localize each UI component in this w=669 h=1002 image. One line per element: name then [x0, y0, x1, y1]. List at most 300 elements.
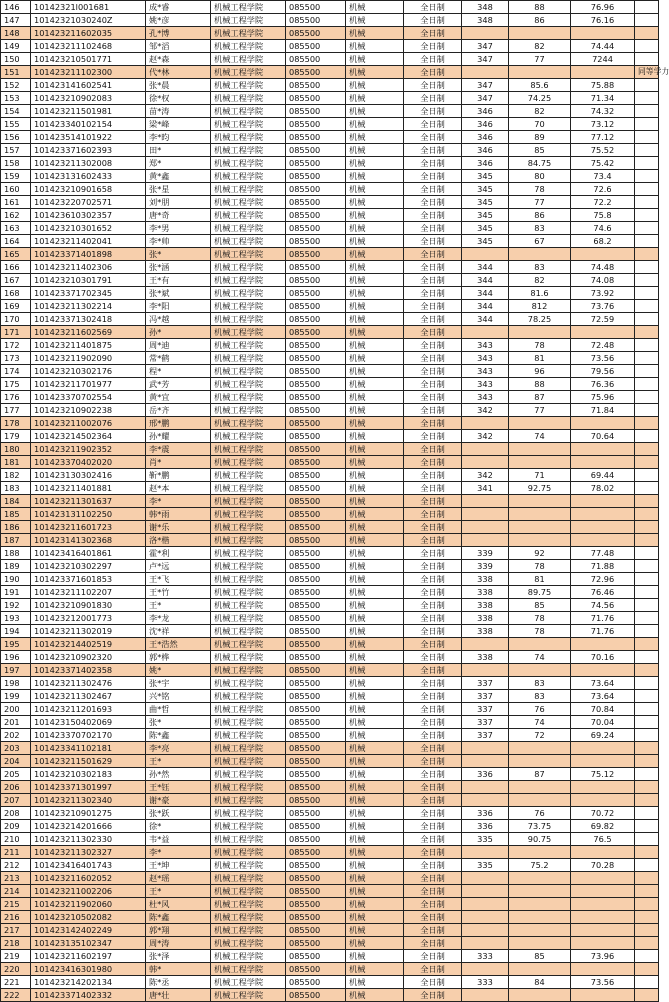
student-name-cell: 孙*然 [146, 768, 211, 781]
college-cell: 机械工程学院 [211, 326, 286, 339]
student-name-cell: 邹*滔 [146, 40, 211, 53]
table-row [1, 963, 659, 976]
exam-id-cell: 101423211302476 [31, 677, 146, 690]
row-number-cell: 159 [1, 170, 31, 183]
table-row [1, 430, 659, 443]
exam-id-cell: 101423211302340 [31, 794, 146, 807]
major-code-cell: 085500 [286, 157, 346, 170]
retest-score-cell [509, 963, 571, 976]
major-code-cell: 085500 [286, 118, 346, 131]
row-number-cell: 151 [1, 66, 31, 79]
row-number-cell: 176 [1, 391, 31, 404]
student-name-cell: 曲*哲 [146, 703, 211, 716]
row-number-cell: 146 [1, 1, 31, 14]
study-mode-cell: 全日制 [404, 924, 462, 937]
retest-score-cell: 81 [509, 352, 571, 365]
retest-score-cell: 78 [509, 183, 571, 196]
exam-id-cell: 101423210902083 [31, 92, 146, 105]
major-code-cell: 085500 [286, 833, 346, 846]
total-score-cell [571, 989, 635, 1002]
major-code-cell: 085500 [286, 508, 346, 521]
college-cell: 机械工程学院 [211, 196, 286, 209]
table-row [1, 833, 659, 846]
table-row [1, 27, 659, 40]
exam-id-cell: 101423211302467 [31, 690, 146, 703]
student-name-cell: 张* [146, 716, 211, 729]
exam-id-cell: 101423141602541 [31, 79, 146, 92]
major-cell: 机械 [346, 53, 404, 66]
major-cell: 机械 [346, 599, 404, 612]
student-name-cell: 唐*奇 [146, 209, 211, 222]
total-score-cell: 73.76 [571, 300, 635, 313]
student-name-cell: 沈*祥 [146, 625, 211, 638]
total-score-cell: 72.6 [571, 183, 635, 196]
study-mode-cell: 全日制 [404, 547, 462, 560]
study-mode-cell: 全日制 [404, 664, 462, 677]
student-name-cell: 刘*朋 [146, 196, 211, 209]
initial-score-cell: 347 [462, 40, 509, 53]
retest-score-cell: 83 [509, 677, 571, 690]
student-name-cell: 陈*鑫 [146, 911, 211, 924]
initial-score-cell: 333 [462, 950, 509, 963]
major-cell: 机械 [346, 807, 404, 820]
total-score-cell: 75.42 [571, 157, 635, 170]
college-cell: 机械工程学院 [211, 651, 286, 664]
major-cell: 机械 [346, 547, 404, 560]
study-mode-cell: 全日制 [404, 326, 462, 339]
initial-score-cell: 341 [462, 482, 509, 495]
retest-score-cell [509, 638, 571, 651]
table-row [1, 482, 659, 495]
study-mode-cell: 全日制 [404, 79, 462, 92]
college-cell: 机械工程学院 [211, 638, 286, 651]
remark-cell [635, 352, 659, 365]
total-score-cell: 74.48 [571, 261, 635, 274]
study-mode-cell: 全日制 [404, 170, 462, 183]
study-mode-cell: 全日制 [404, 560, 462, 573]
remark-cell [635, 14, 659, 27]
total-score-cell: 73.56 [571, 976, 635, 989]
table-row [1, 222, 659, 235]
table-row [1, 768, 659, 781]
initial-score-cell [462, 911, 509, 924]
exam-id-cell: 101423211102468 [31, 40, 146, 53]
initial-score-cell [462, 846, 509, 859]
retest-score-cell [509, 755, 571, 768]
table-row [1, 469, 659, 482]
remark-cell [635, 963, 659, 976]
remark-cell [635, 235, 659, 248]
student-name-cell: 李*震 [146, 443, 211, 456]
college-cell: 机械工程学院 [211, 794, 286, 807]
initial-score-cell: 343 [462, 339, 509, 352]
retest-score-cell: 84 [509, 976, 571, 989]
table-row [1, 781, 659, 794]
major-code-cell: 085500 [286, 27, 346, 40]
initial-score-cell [462, 872, 509, 885]
study-mode-cell: 全日制 [404, 92, 462, 105]
remark-cell [635, 495, 659, 508]
table-row [1, 612, 659, 625]
exam-id-cell: 101423211401875 [31, 339, 146, 352]
student-name-cell: 李* [146, 846, 211, 859]
major-code-cell: 085500 [286, 14, 346, 27]
retest-score-cell: 78 [509, 339, 571, 352]
table-row [1, 313, 659, 326]
remark-cell [635, 222, 659, 235]
retest-score-cell: 78 [509, 625, 571, 638]
study-mode-cell: 全日制 [404, 144, 462, 157]
remark-cell [635, 92, 659, 105]
table-row [1, 989, 659, 1002]
college-cell: 机械工程学院 [211, 703, 286, 716]
college-cell: 机械工程学院 [211, 625, 286, 638]
student-name-cell: 孙*耀 [146, 430, 211, 443]
study-mode-cell: 全日制 [404, 586, 462, 599]
table-row [1, 131, 659, 144]
initial-score-cell: 342 [462, 430, 509, 443]
row-number-cell: 215 [1, 898, 31, 911]
retest-score-cell: 90.75 [509, 833, 571, 846]
initial-score-cell: 344 [462, 274, 509, 287]
initial-score-cell: 336 [462, 807, 509, 820]
initial-score-cell: 338 [462, 625, 509, 638]
major-cell: 机械 [346, 209, 404, 222]
total-score-cell: 73.64 [571, 690, 635, 703]
total-score-cell: 70.16 [571, 651, 635, 664]
remark-cell [635, 521, 659, 534]
student-name-cell: 张*星 [146, 183, 211, 196]
initial-score-cell [462, 898, 509, 911]
study-mode-cell: 全日制 [404, 742, 462, 755]
initial-score-cell: 347 [462, 92, 509, 105]
major-code-cell: 085500 [286, 105, 346, 118]
row-number-cell: 212 [1, 859, 31, 872]
college-cell: 机械工程学院 [211, 560, 286, 573]
major-code-cell: 085500 [286, 781, 346, 794]
study-mode-cell: 全日制 [404, 599, 462, 612]
retest-score-cell: 78 [509, 612, 571, 625]
major-code-cell: 085500 [286, 378, 346, 391]
row-number-cell: 193 [1, 612, 31, 625]
major-cell: 机械 [346, 79, 404, 92]
table-row [1, 690, 659, 703]
table-row [1, 924, 659, 937]
exam-id-cell: 101423211302327 [31, 846, 146, 859]
exam-id-cell: 101423371601853 [31, 573, 146, 586]
major-code-cell: 085500 [286, 287, 346, 300]
retest-score-cell [509, 443, 571, 456]
retest-score-cell: 85.6 [509, 79, 571, 92]
remark-cell [635, 924, 659, 937]
retest-score-cell: 74 [509, 430, 571, 443]
initial-score-cell [462, 534, 509, 547]
initial-score-cell: 343 [462, 391, 509, 404]
row-number-cell: 197 [1, 664, 31, 677]
row-number-cell: 163 [1, 222, 31, 235]
total-score-cell: 76.5 [571, 833, 635, 846]
student-name-cell: 郭*桦 [146, 651, 211, 664]
table-row [1, 664, 659, 677]
row-number-cell: 188 [1, 547, 31, 560]
initial-score-cell [462, 937, 509, 950]
initial-score-cell: 335 [462, 833, 509, 846]
remark-cell [635, 690, 659, 703]
study-mode-cell: 全日制 [404, 729, 462, 742]
total-score-cell: 73.56 [571, 352, 635, 365]
exam-id-cell: 101423141302368 [31, 534, 146, 547]
retest-score-cell [509, 248, 571, 261]
college-cell: 机械工程学院 [211, 833, 286, 846]
table-row [1, 859, 659, 872]
remark-cell [635, 404, 659, 417]
retest-score-cell: 87 [509, 391, 571, 404]
total-score-cell: 70.84 [571, 703, 635, 716]
study-mode-cell: 全日制 [404, 300, 462, 313]
total-score-cell [571, 66, 635, 79]
student-name-cell: 冯*越 [146, 313, 211, 326]
major-cell: 机械 [346, 703, 404, 716]
student-name-cell: 唐*壮 [146, 989, 211, 1002]
remark-cell [635, 768, 659, 781]
exam-id-cell: 101423210301791 [31, 274, 146, 287]
total-score-cell [571, 638, 635, 651]
row-number-cell: 158 [1, 157, 31, 170]
initial-score-cell: 345 [462, 170, 509, 183]
college-cell: 机械工程学院 [211, 534, 286, 547]
row-number-cell: 199 [1, 690, 31, 703]
major-cell: 机械 [346, 768, 404, 781]
table-row [1, 716, 659, 729]
remark-cell [635, 755, 659, 768]
retest-score-cell [509, 989, 571, 1002]
total-score-cell: 71.34 [571, 92, 635, 105]
initial-score-cell [462, 508, 509, 521]
college-cell: 机械工程学院 [211, 14, 286, 27]
initial-score-cell: 343 [462, 378, 509, 391]
major-cell: 机械 [346, 469, 404, 482]
initial-score-cell [462, 885, 509, 898]
study-mode-cell: 全日制 [404, 872, 462, 885]
student-name-cell: 洛*楷 [146, 534, 211, 547]
total-score-cell: 75.52 [571, 144, 635, 157]
retest-score-cell: 92 [509, 547, 571, 560]
college-cell: 机械工程学院 [211, 690, 286, 703]
remark-cell [635, 430, 659, 443]
study-mode-cell: 全日制 [404, 118, 462, 131]
major-cell: 机械 [346, 586, 404, 599]
row-number-cell: 186 [1, 521, 31, 534]
initial-score-cell: 336 [462, 768, 509, 781]
major-cell: 机械 [346, 222, 404, 235]
major-cell: 机械 [346, 235, 404, 248]
study-mode-cell: 全日制 [404, 768, 462, 781]
major-code-cell: 085500 [286, 560, 346, 573]
total-score-cell: 77.48 [571, 547, 635, 560]
student-name-cell: 李*龙 [146, 612, 211, 625]
table-row [1, 248, 659, 261]
exam-id-cell: 101423130302416 [31, 469, 146, 482]
initial-score-cell: 344 [462, 261, 509, 274]
row-number-cell: 170 [1, 313, 31, 326]
initial-score-cell: 346 [462, 118, 509, 131]
college-cell: 机械工程学院 [211, 820, 286, 833]
remark-cell [635, 833, 659, 846]
table-row [1, 40, 659, 53]
major-code-cell: 085500 [286, 79, 346, 92]
study-mode-cell: 全日制 [404, 612, 462, 625]
major-code-cell: 085500 [286, 534, 346, 547]
college-cell: 机械工程学院 [211, 222, 286, 235]
major-cell: 机械 [346, 313, 404, 326]
table-row [1, 365, 659, 378]
student-name-cell: 张*泽 [146, 950, 211, 963]
remark-cell [635, 339, 659, 352]
college-cell: 机械工程学院 [211, 781, 286, 794]
total-score-cell [571, 924, 635, 937]
total-score-cell: 72.59 [571, 313, 635, 326]
remark-cell [635, 807, 659, 820]
retest-score-cell [509, 885, 571, 898]
student-name-cell: 徐* [146, 820, 211, 833]
exam-id-cell: 10142321030240Z [31, 14, 146, 27]
major-cell: 机械 [346, 885, 404, 898]
row-number-cell: 214 [1, 885, 31, 898]
exam-id-cell: 101423211602035 [31, 27, 146, 40]
college-cell: 机械工程学院 [211, 586, 286, 599]
major-cell: 机械 [346, 14, 404, 27]
remark-cell [635, 716, 659, 729]
major-cell: 机械 [346, 183, 404, 196]
initial-score-cell: 339 [462, 547, 509, 560]
row-number-cell: 222 [1, 989, 31, 1002]
major-code-cell: 085500 [286, 92, 346, 105]
initial-score-cell: 342 [462, 404, 509, 417]
exam-id-cell: 101423135102347 [31, 937, 146, 950]
remark-cell [635, 157, 659, 170]
student-name-cell: 邢*鹏 [146, 417, 211, 430]
major-cell: 机械 [346, 157, 404, 170]
remark-cell [635, 300, 659, 313]
college-cell: 机械工程学院 [211, 677, 286, 690]
study-mode-cell: 全日制 [404, 105, 462, 118]
study-mode-cell: 全日制 [404, 794, 462, 807]
major-cell: 机械 [346, 911, 404, 924]
study-mode-cell: 全日制 [404, 417, 462, 430]
row-number-cell: 195 [1, 638, 31, 651]
remark-cell [635, 677, 659, 690]
major-code-cell: 085500 [286, 612, 346, 625]
row-number-cell: 161 [1, 196, 31, 209]
study-mode-cell: 全日制 [404, 313, 462, 326]
exam-id-cell: 101423210501771 [31, 53, 146, 66]
major-cell: 机械 [346, 560, 404, 573]
exam-id-cell: 101423211902090 [31, 352, 146, 365]
initial-score-cell: 337 [462, 690, 509, 703]
major-cell: 机械 [346, 755, 404, 768]
major-cell: 机械 [346, 716, 404, 729]
major-cell: 机械 [346, 326, 404, 339]
total-score-cell: 75.12 [571, 768, 635, 781]
major-cell: 机械 [346, 625, 404, 638]
remark-cell [635, 612, 659, 625]
exam-id-cell: 101423416401743 [31, 859, 146, 872]
study-mode-cell: 全日制 [404, 911, 462, 924]
initial-score-cell: 333 [462, 976, 509, 989]
major-cell: 机械 [346, 937, 404, 950]
exam-id-cell: 10142321l001681 [31, 1, 146, 14]
exam-id-cell: 101423514101922 [31, 131, 146, 144]
row-number-cell: 160 [1, 183, 31, 196]
study-mode-cell: 全日制 [404, 651, 462, 664]
table-row [1, 92, 659, 105]
remark-cell [635, 118, 659, 131]
retest-score-cell [509, 898, 571, 911]
college-cell: 机械工程学院 [211, 365, 286, 378]
row-number-cell: 185 [1, 508, 31, 521]
table-row [1, 300, 659, 313]
major-code-cell: 085500 [286, 313, 346, 326]
college-cell: 机械工程学院 [211, 924, 286, 937]
remark-cell [635, 209, 659, 222]
study-mode-cell: 全日制 [404, 365, 462, 378]
total-score-cell [571, 872, 635, 885]
study-mode-cell: 全日制 [404, 287, 462, 300]
total-score-cell [571, 755, 635, 768]
major-cell: 机械 [346, 508, 404, 521]
retest-score-cell: 83 [509, 690, 571, 703]
major-code-cell: 085500 [286, 521, 346, 534]
college-cell: 机械工程学院 [211, 248, 286, 261]
table-row [1, 976, 659, 989]
study-mode-cell: 全日制 [404, 14, 462, 27]
total-score-cell: 73.96 [571, 950, 635, 963]
major-cell: 机械 [346, 131, 404, 144]
initial-score-cell [462, 924, 509, 937]
remark-cell [635, 287, 659, 300]
major-cell: 机械 [346, 781, 404, 794]
major-cell: 机械 [346, 352, 404, 365]
retest-score-cell: 92.75 [509, 482, 571, 495]
student-name-cell: 梁*峰 [146, 118, 211, 131]
college-cell: 机械工程学院 [211, 27, 286, 40]
remark-cell [635, 248, 659, 261]
major-code-cell: 085500 [286, 807, 346, 820]
college-cell: 机械工程学院 [211, 261, 286, 274]
major-code-cell: 085500 [286, 716, 346, 729]
retest-score-cell: 81 [509, 573, 571, 586]
major-cell: 机械 [346, 404, 404, 417]
initial-score-cell: 337 [462, 677, 509, 690]
study-mode-cell: 全日制 [404, 859, 462, 872]
initial-score-cell: 345 [462, 222, 509, 235]
major-cell: 机械 [346, 833, 404, 846]
remark-cell [635, 53, 659, 66]
student-name-cell: 岳*齐 [146, 404, 211, 417]
exam-id-cell: 101423210301652 [31, 222, 146, 235]
remark-cell [635, 664, 659, 677]
student-name-cell: 王*竹 [146, 586, 211, 599]
college-cell: 机械工程学院 [211, 885, 286, 898]
row-number-cell: 208 [1, 807, 31, 820]
total-score-cell: 73.12 [571, 118, 635, 131]
row-number-cell: 219 [1, 950, 31, 963]
retest-score-cell: 78.25 [509, 313, 571, 326]
table-row [1, 235, 659, 248]
retest-score-cell: 77 [509, 196, 571, 209]
study-mode-cell: 全日制 [404, 66, 462, 79]
college-cell: 机械工程学院 [211, 508, 286, 521]
